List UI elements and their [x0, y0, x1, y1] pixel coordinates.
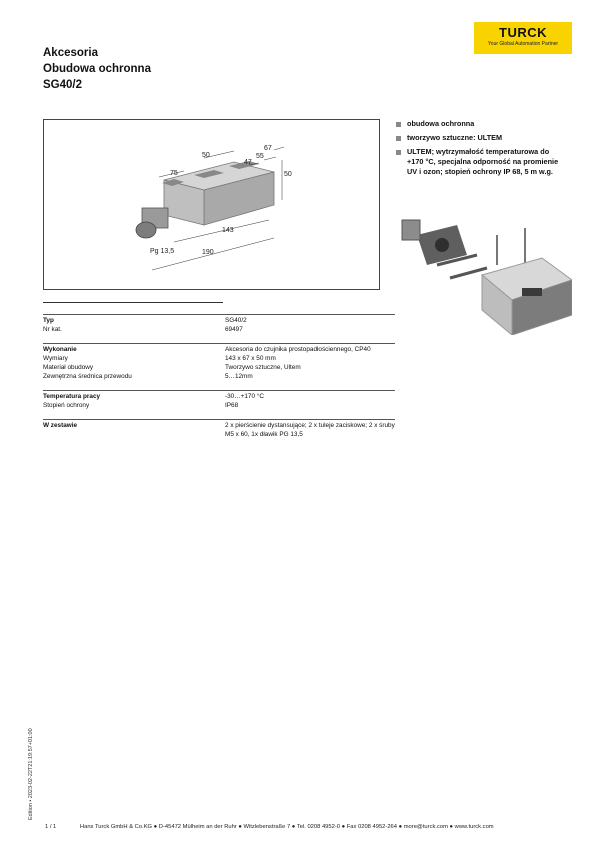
dim-67: 67 — [264, 145, 272, 152]
edition-note: Edition • 2023-02-22T21:19:57+01:00 — [28, 728, 34, 820]
spec-row: Nr kat. 69497 — [43, 326, 243, 333]
illustration-label — [522, 288, 542, 296]
spec-row: Temperatura pracy -30…+170 °C — [43, 393, 264, 400]
illustration-gland — [402, 220, 420, 240]
feature-list — [396, 119, 566, 181]
spec-row: Wykonanie Akcesoria do czujnika prostopadłościennego, CP40 — [43, 346, 371, 353]
title-line-type: SG40/2 — [43, 79, 82, 91]
spec-row: W zestawie 2 x pierścienie dystansujące; 2 x tuleje zaciskowe; 2 x śruby M5 x 60, 1x dławik PG 13,5 — [43, 422, 395, 438]
logo-tagline: Your Global Automation Partner — [487, 41, 559, 47]
gland-nut — [136, 222, 156, 238]
spec-section-temperature — [43, 390, 395, 410]
page-title — [43, 45, 151, 93]
spec-row: Materiał obudowy Tworzywo sztuczne, Ultem — [43, 364, 301, 371]
turck-logo — [474, 22, 572, 54]
dimension-drawing-frame — [43, 119, 380, 290]
product-illustration — [392, 210, 572, 335]
spec-section-design — [43, 343, 395, 381]
dim-50-right: 50 — [284, 171, 292, 178]
dim-pg-gland: Pg 13,5 — [150, 248, 175, 255]
spec-row: Wymiary 143 x 67 x 50 mm — [43, 355, 276, 362]
feature-item: obudowa ochronna — [396, 119, 566, 129]
bracket-hole — [435, 238, 449, 252]
dimension-drawing — [44, 120, 379, 289]
separator-line — [43, 302, 223, 303]
dim-75: 75 — [170, 170, 178, 177]
company-address: Hans Turck GmbH & Co.KG ● D-45472 Mülheim an der Ruhr ● Witzlebenstraße 7 ● Tel. 0208 4952-0 ● Fax 0208 4952-264 ● more@turck.com ● www.turck.com — [79, 824, 494, 830]
spec-table — [43, 314, 395, 448]
dim-190: 190 — [202, 249, 214, 256]
dim-47: 47 — [244, 159, 252, 166]
logo-brand: TURCK — [499, 25, 547, 40]
title-line-category: Akcesoria — [43, 47, 98, 59]
spec-section-type — [43, 314, 395, 334]
dim-50-top: 50 — [202, 152, 210, 159]
spec-row: Zewnętrzna średnica przewodu 5…12mm — [43, 373, 253, 380]
spec-section-contents — [43, 419, 395, 439]
footer — [45, 824, 494, 830]
page-number: 1 / 1 — [45, 824, 57, 830]
spec-row: Typ SG40/2 — [43, 317, 247, 324]
feature-item: ULTEM; wytrzymałość temperaturowa do +170 °C, specjalna odporność na promienie UV i ozon; stopień ochrony IP 68, 5 m w.g. — [396, 147, 566, 177]
feature-item: tworzywo sztuczne: ULTEM — [396, 133, 566, 143]
spec-row: Stopień ochrony IP68 — [43, 402, 239, 409]
screw-right — [450, 268, 487, 278]
dim-143: 143 — [222, 227, 234, 234]
dim-55: 55 — [256, 153, 264, 160]
title-line-product: Obudowa ochronna — [43, 63, 151, 75]
